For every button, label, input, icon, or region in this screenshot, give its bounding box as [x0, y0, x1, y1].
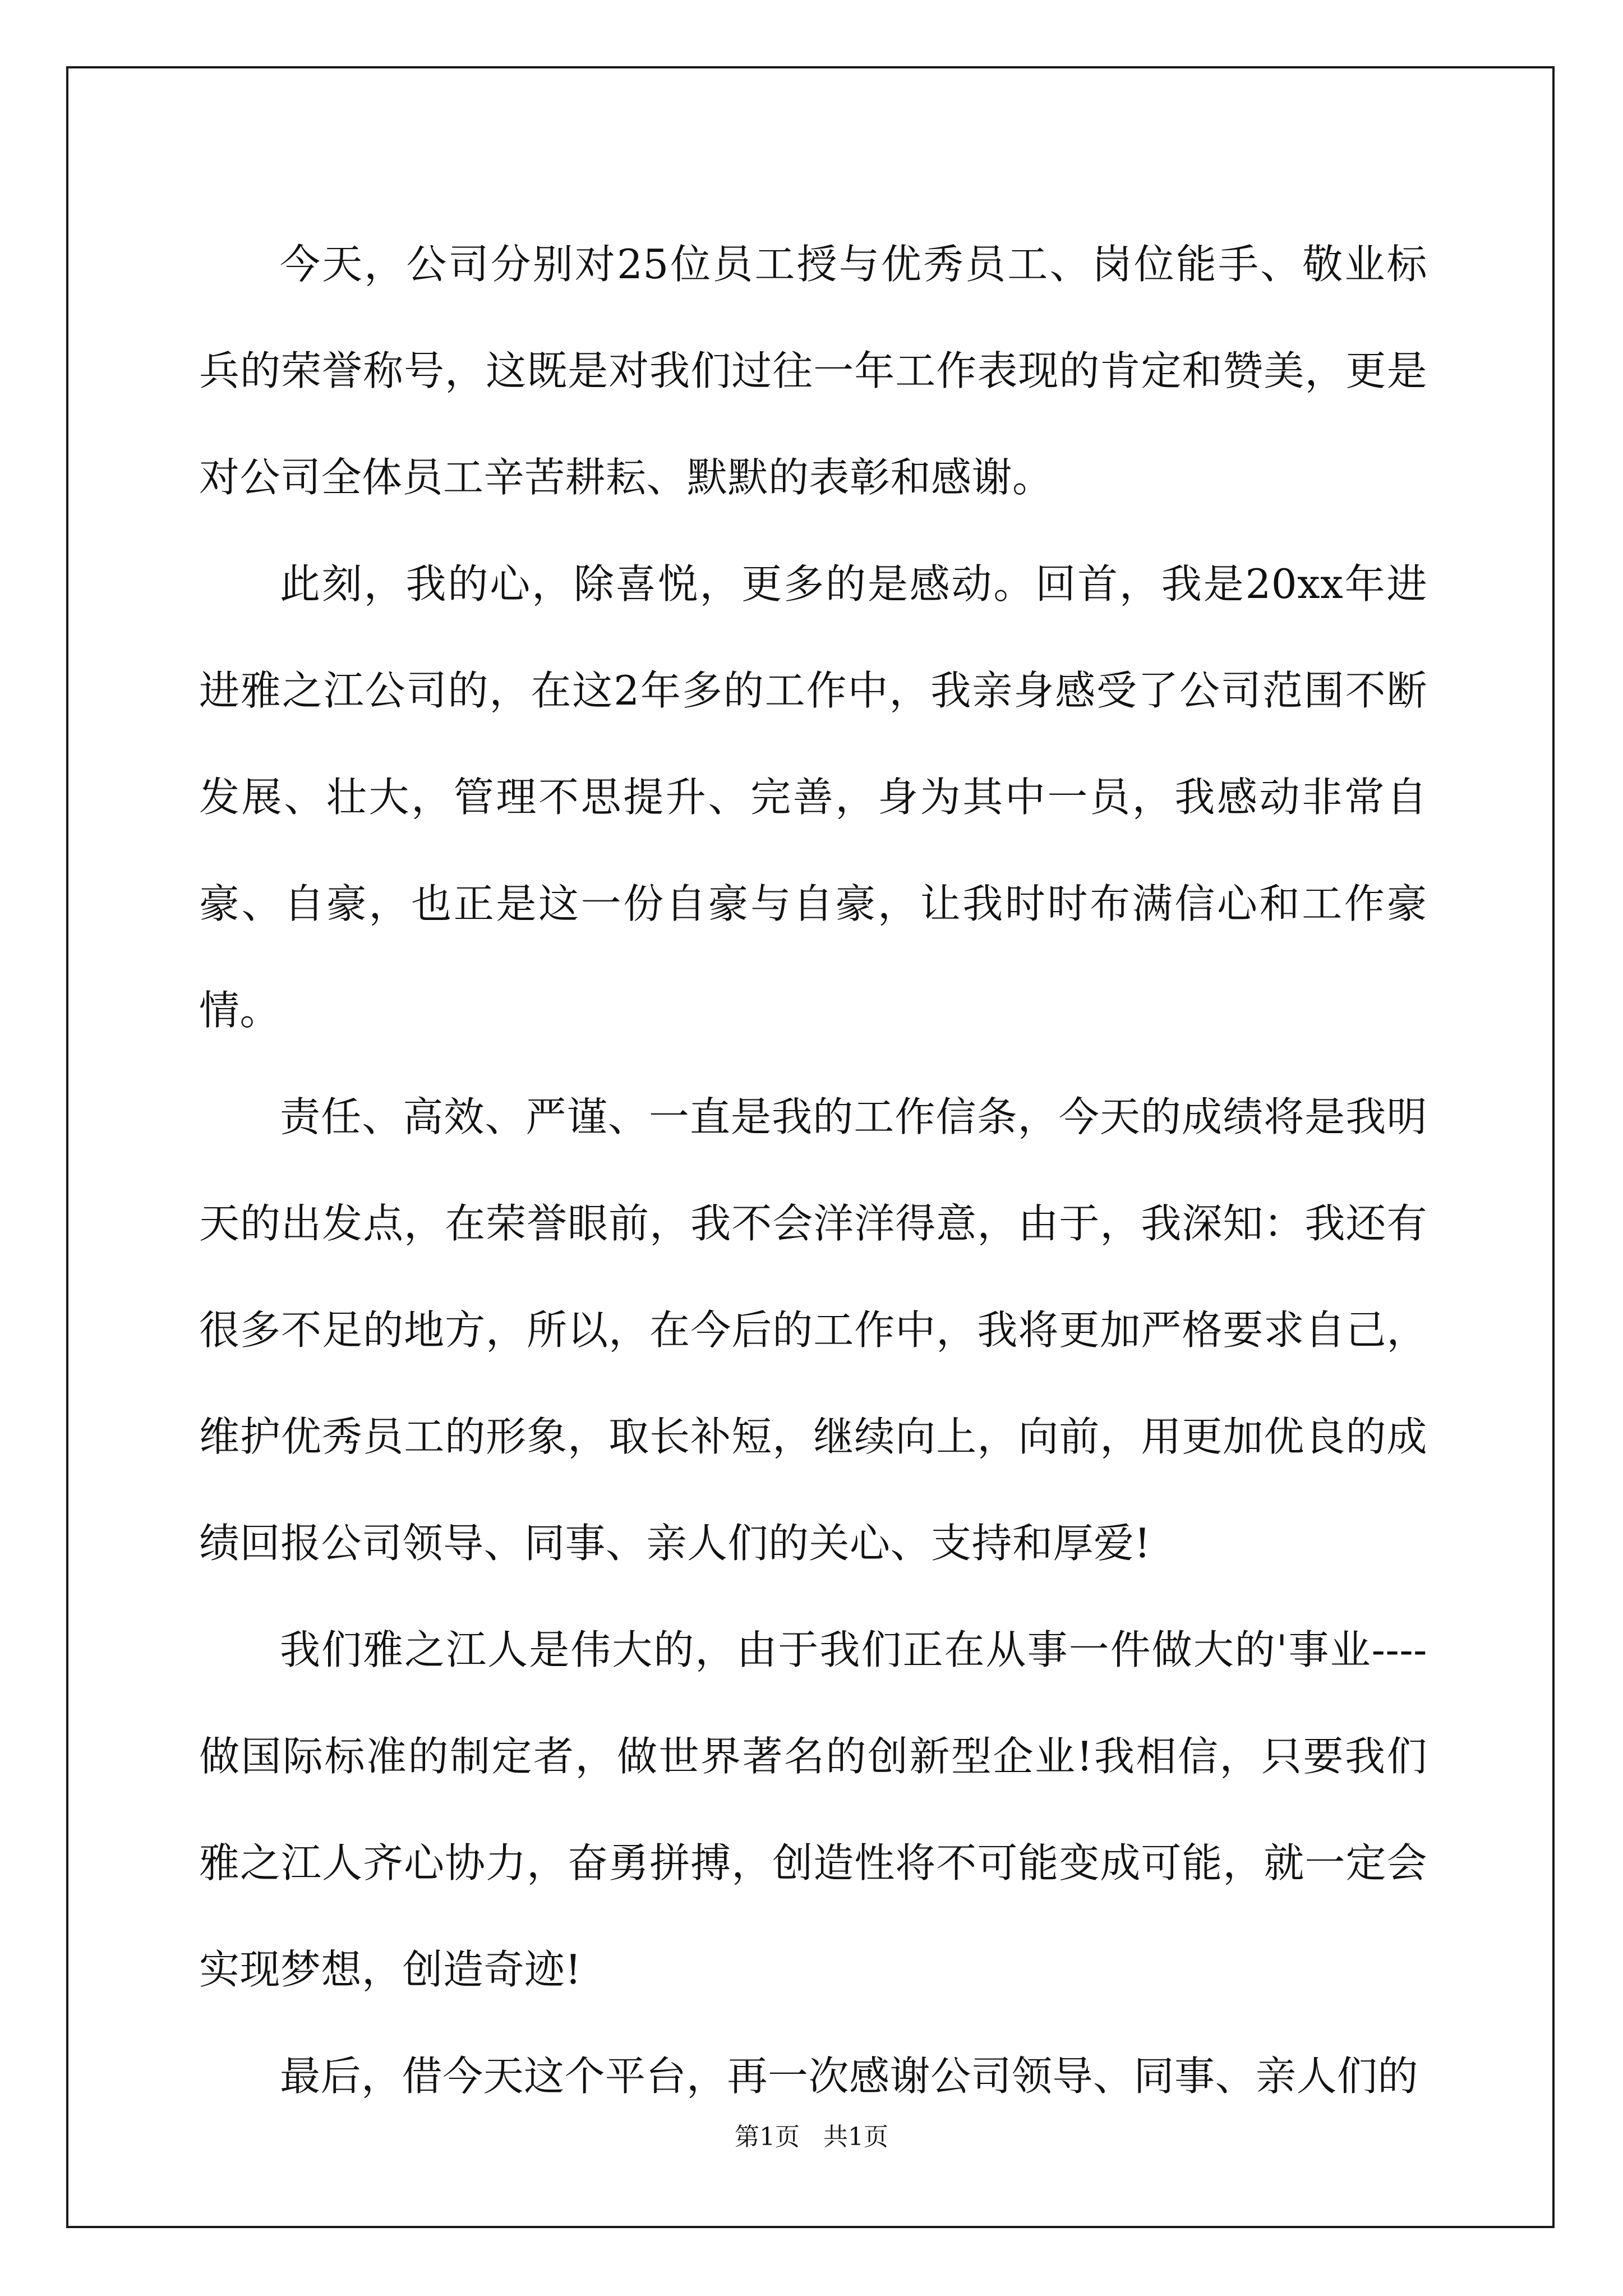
page-number-footer: 第1页 共1页 — [735, 2123, 888, 2151]
paragraph-5: 最后，借今天这个平台，再一次感谢公司领导、同事、亲人们的 — [280, 2053, 1419, 2100]
paragraph-1: 今天，公司分别对25位员工授与优秀员工、岗位能手、敬业标兵的荣誉称号，这既是对我们过往一年工作表现的肯定和赞美，更是对公司全体员工辛苦耕耘、默默的表彰和感谢。 — [199, 241, 1427, 501]
paragraph-4: 我们雅之江人是伟大的，由于我们正在从事一件做大的'事业----做国际标准的制定者，做世界著名的创新型企业!我相信，只要我们雅之江人齐心协力，奋勇拼搏，创造性将不可能变成可能，就一定会实现梦想，创造奇迹! — [199, 1626, 1427, 1993]
document-body — [199, 211, 1427, 2129]
paragraph-3: 责任、高效、严谨、一直是我的工作信条，今天的成绩将是我明天的出发点，在荣誉眼前，我不会洋洋得意，由于，我深知：我还有很多不足的地方，所以，在今后的工作中，我将更加严格要求自己，维护优秀员工的形象，取长补短，继续向上，向前，用更加优良的成绩回报公司领导、同事、亲人们的关心、支持和厚爱! — [199, 1093, 1427, 1567]
paragraph-2: 此刻，我的心，除喜悦，更多的是感动。回首，我是20xx年进进雅之江公司的，在这2年多的工作中，我亲身感受了公司范围不断发展、壮大，管理不思提升、完善，身为其中一员，我感动非常自豪、自豪，也正是这一份自豪与自豪，让我时时布满信心和工作豪情。 — [199, 560, 1427, 1034]
